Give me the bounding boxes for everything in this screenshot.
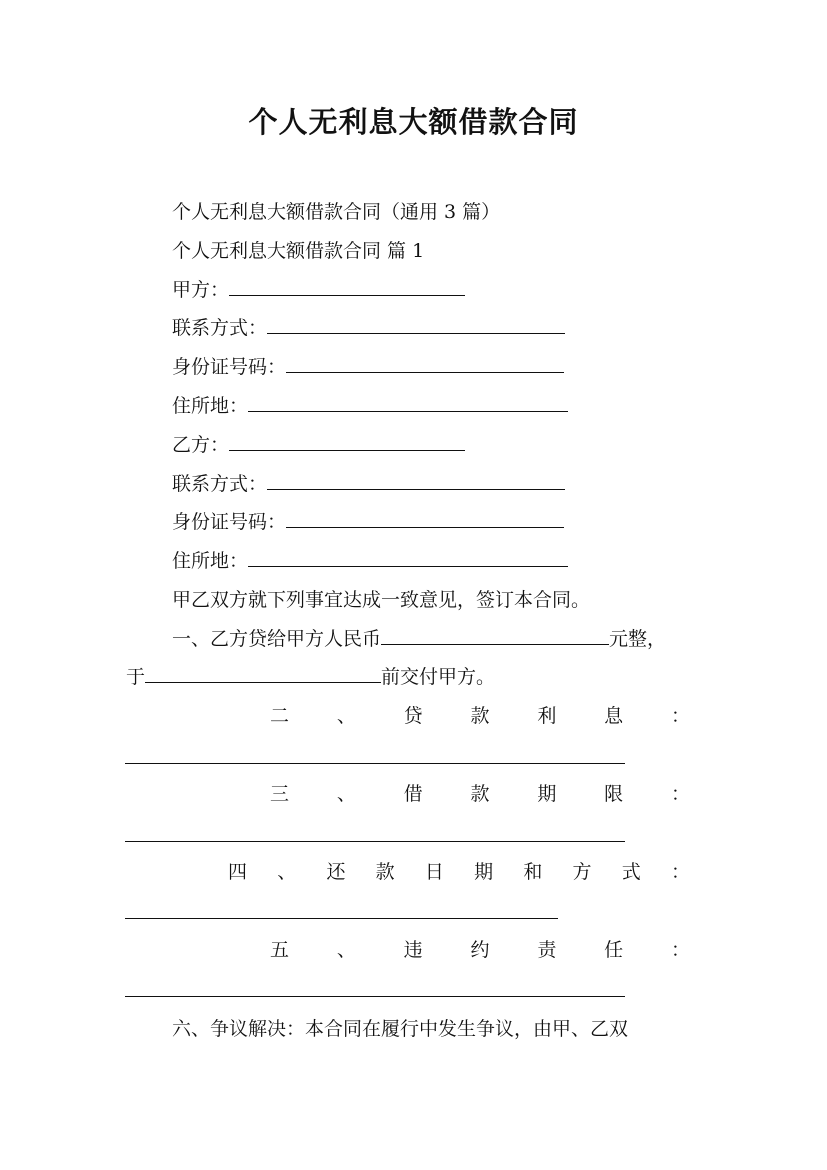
clause-1-text-3: 于 [126, 666, 146, 688]
clause-4-char: 还 [326, 861, 346, 883]
party-a-id-row [172, 354, 564, 380]
clause-3-blank[interactable] [125, 841, 625, 842]
clause-2-char: 款 [470, 705, 490, 727]
clause-2-blank[interactable] [125, 763, 625, 764]
clause-3-char: 借 [403, 783, 423, 805]
party-a-address-row [172, 393, 568, 419]
party-b-contact-row [172, 471, 565, 497]
clause-3-char: ： [670, 783, 690, 805]
party-a-label: 甲方： [172, 279, 230, 301]
party-a-id-blank[interactable] [286, 354, 564, 373]
clause-4-char: 方 [572, 861, 592, 883]
party-b-blank[interactable] [229, 432, 465, 451]
clause-5-char: 任 [604, 939, 624, 961]
clause-2-heading [270, 703, 690, 729]
clause-4-char: 日 [424, 861, 444, 883]
clause-2-char: 利 [537, 705, 557, 727]
party-a-contact-row [172, 315, 565, 341]
clause-3-char: 三 [270, 783, 290, 805]
clause-3-char: 款 [470, 783, 490, 805]
party-b-row [172, 432, 465, 458]
clause-1-text-1: 一、乙方贷给甲方人民币 [172, 628, 382, 650]
clause-5-heading [270, 937, 690, 963]
clause-4-char: 、 [277, 861, 297, 883]
clause-3-char: 、 [336, 783, 356, 805]
clause-4-char: 四 [228, 861, 248, 883]
clause-6-text: 六、争议解决：本合同在履行中发生争议，由甲、乙双 [172, 1018, 629, 1040]
party-a-blank[interactable] [229, 277, 465, 296]
clause-2-char: 息 [604, 705, 624, 727]
clause-1-text-2: 元整， [609, 628, 667, 650]
party-a-row [172, 277, 465, 303]
party-a-contact-label: 联系方式： [172, 317, 268, 339]
party-b-contact-blank[interactable] [267, 471, 565, 490]
clause-4-heading [228, 859, 690, 885]
party-b-id-row [172, 509, 564, 535]
agreement-text: 甲乙双方就下列事宜达成一致意见，签订本合同。 [172, 589, 591, 611]
party-b-id-label: 身份证号码： [172, 511, 287, 533]
clause-1-amount-blank[interactable] [381, 626, 609, 645]
clause-1-text-4: 前交付甲方。 [381, 666, 496, 688]
clause-1-line-2 [126, 664, 495, 690]
clause-4-char: ： [670, 861, 690, 883]
clause-2-char: 、 [336, 705, 356, 727]
clause-1-date-blank[interactable] [145, 664, 381, 683]
party-b-address-label: 住所地： [172, 550, 249, 572]
party-b-contact-label: 联系方式： [172, 473, 268, 495]
clause-3-char: 限 [604, 783, 624, 805]
clause-5-char: 五 [270, 939, 290, 961]
party-a-address-blank[interactable] [248, 393, 568, 412]
clause-5-char: ： [670, 939, 690, 961]
clause-2-char: 二 [270, 705, 290, 727]
document-subtitle: 个人无利息大额借款合同（通用 3 篇） [172, 201, 501, 223]
clause-5-char: 违 [403, 939, 423, 961]
clause-5-char: 、 [336, 939, 356, 961]
party-b-id-blank[interactable] [286, 509, 564, 528]
clause-4-char: 和 [523, 861, 543, 883]
party-a-contact-blank[interactable] [267, 315, 565, 334]
clause-4-char: 款 [375, 861, 395, 883]
clause-3-heading [270, 781, 690, 807]
clause-5-blank[interactable] [125, 996, 625, 997]
party-b-address-row [172, 548, 568, 574]
clause-4-char: 期 [474, 861, 494, 883]
clause-3-char: 期 [537, 783, 557, 805]
clause-5-char: 约 [470, 939, 490, 961]
clause-2-char: 贷 [403, 705, 423, 727]
clause-4-char: 式 [621, 861, 641, 883]
clause-4-blank[interactable] [125, 918, 558, 919]
document-title: 个人无利息大额借款合同 [248, 105, 579, 139]
clause-2-char: ： [670, 705, 690, 727]
section-heading: 个人无利息大额借款合同 篇 1 [172, 240, 425, 262]
clause-1-line-1 [172, 626, 666, 652]
party-b-label: 乙方： [172, 434, 230, 456]
clause-5-char: 责 [537, 939, 557, 961]
party-b-address-blank[interactable] [248, 548, 568, 567]
party-a-id-label: 身份证号码： [172, 356, 287, 378]
party-a-address-label: 住所地： [172, 395, 249, 417]
